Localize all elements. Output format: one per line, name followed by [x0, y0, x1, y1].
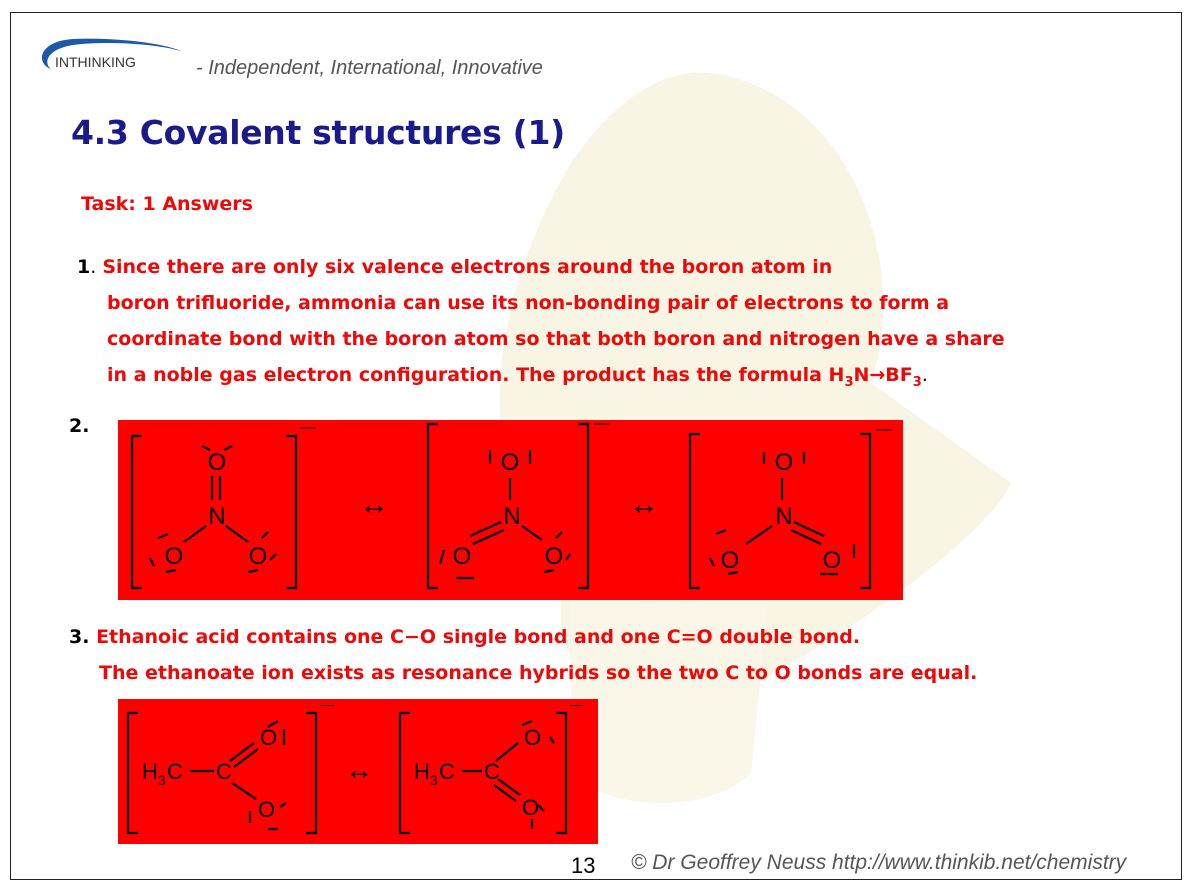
answer-3 — [69, 619, 977, 691]
logo-text: INTHINKING — [55, 54, 136, 70]
s1-nitrogen: N — [208, 503, 226, 530]
s2-oxygen-top: O — [524, 725, 542, 750]
answer-1-line-1: Since there are only six valence electrons around the boron atom in — [102, 256, 833, 278]
s3-oxygen-right: O — [822, 547, 842, 574]
s1-methyl-sub: 3 — [158, 772, 166, 788]
answer-3-line-2: The ethanoate ion exists as resonance hybrids so the two C to O bonds are equal. — [99, 662, 978, 684]
s3-oxygen-top: O — [774, 449, 794, 476]
tagline: - Independent, International, Innovative — [196, 57, 543, 79]
formula-h: H — [828, 364, 845, 386]
ethanoate-s1-charge: — — [320, 699, 334, 712]
answer-1-line-3: coordinate bond with the boron atom so that both boron and nitrogen have a share — [107, 328, 1005, 350]
ethanoate-resonance-structures — [118, 699, 598, 844]
s2-methyl-c: C — [439, 759, 455, 784]
s2-oxygen-bottom: O — [522, 795, 540, 820]
formula-n-arrow-bf: N→BF — [853, 364, 913, 386]
s1-oxygen-top: O — [260, 725, 278, 750]
inthinking-logo — [33, 33, 183, 73]
answer-2-number: 2. — [69, 415, 90, 437]
formula-f-sub: 3 — [912, 374, 922, 390]
page-title: 4.3 Covalent structures (1) — [71, 113, 565, 152]
s3-charge: — — [876, 421, 892, 438]
resonance-arrow-1: ↔ — [359, 488, 389, 521]
s2-oxygen-top: O — [500, 449, 520, 476]
answer-1-line-4: in a noble gas electron configuration. The product has the formula — [107, 364, 829, 386]
slide — [10, 12, 1182, 880]
s3-nitrogen: N — [775, 503, 793, 530]
s1-oxygen-left: O — [164, 543, 184, 570]
answer-1-line-2: boron trifluoride, ammonia can use its non-bonding pair of electrons to form a — [107, 292, 950, 314]
s2-carbon: C — [484, 759, 500, 784]
task-label: Task: 1 Answers — [81, 193, 253, 215]
s3-oxygen-left: O — [720, 547, 740, 574]
s1-methyl-h: H — [142, 759, 158, 784]
s1-methyl-c: C — [167, 759, 183, 784]
formula-end: . — [921, 364, 928, 386]
answer-1: 1. Since there are only six valence electrons around the boron atom in boron trifluoride, ammonia can use its non-bonding pair of electrons to form a coordinate bond with the boron atom so that both boron and nitrogen have a share in a noble gas electron configuration. The product has the formula $H_3N\to BF_3$. — [77, 256, 1005, 390]
s2-oxygen-left: O — [452, 543, 472, 570]
nitrate-resonance-structures — [118, 420, 903, 600]
s1-oxygen-top: O — [207, 449, 227, 476]
answer-1-number: 1 — [77, 256, 91, 278]
page-number: 13 — [571, 853, 596, 878]
resonance-arrow-2: ↔ — [629, 488, 659, 521]
s1-carbon: C — [216, 759, 232, 784]
answer-3-number: 3. — [69, 626, 90, 648]
s2-oxygen-right: O — [544, 543, 564, 570]
formula-h-sub: 3 — [844, 374, 854, 390]
s1-oxygen-right: O — [248, 543, 268, 570]
ethanoate-resonance-arrow: ↔ — [345, 754, 373, 785]
s2-methyl-h: H — [414, 759, 430, 784]
s1-oxygen-bottom: O — [258, 797, 276, 822]
s1-charge: — — [300, 420, 316, 436]
answer-3-line-1: Ethanoic acid contains one C−O single bond and one C=O double bond. — [96, 626, 861, 648]
ethanoate-s2-charge: — — [570, 699, 584, 712]
credit-line: © Dr Geoffrey Neuss http://www.thinkib.net/chemistry — [631, 851, 1127, 874]
s2-nitrogen: N — [503, 503, 521, 530]
s2-charge: — — [594, 420, 610, 432]
s2-methyl-sub: 3 — [430, 772, 438, 788]
